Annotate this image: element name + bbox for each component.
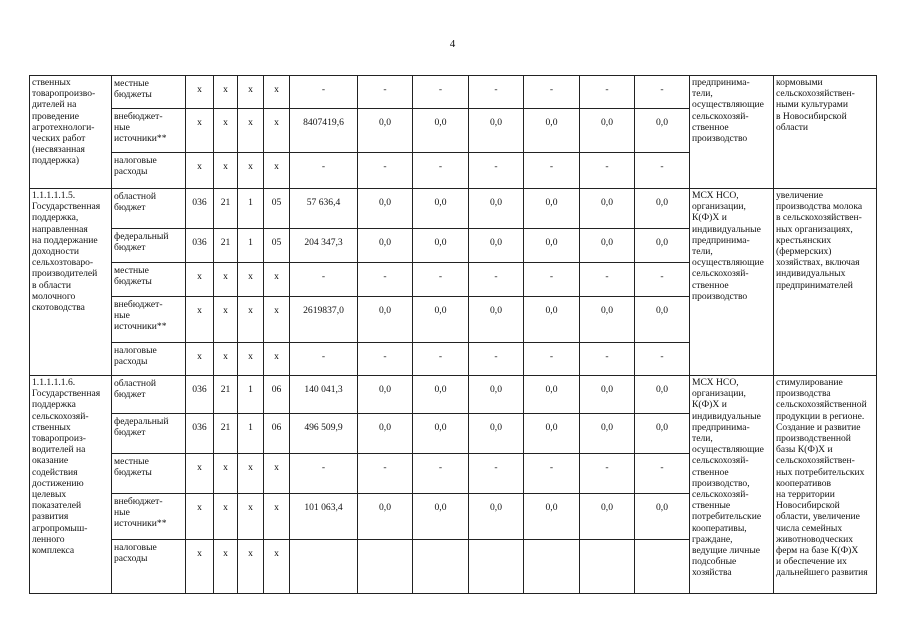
csr-cell: 05 — [264, 189, 290, 229]
y4-cell: 0,0 — [524, 376, 580, 414]
y4-cell: - — [524, 454, 580, 494]
table-row — [30, 376, 877, 414]
y3-cell — [469, 540, 524, 594]
grbs-cell: x — [186, 263, 214, 297]
y4-cell: - — [524, 76, 580, 109]
source-cell: внебюджет- ные источники** — [112, 297, 186, 343]
y3-cell: 0,0 — [469, 109, 524, 153]
y4-cell: 0,0 — [524, 229, 580, 263]
csr-cell: 06 — [264, 414, 290, 454]
pr-cell: x — [238, 454, 264, 494]
source-cell: внебюджет- ные источники** — [112, 109, 186, 153]
y5-cell: - — [580, 454, 635, 494]
source-cell: налоговые расходы — [112, 153, 186, 189]
y3-cell: 0,0 — [469, 229, 524, 263]
y5-cell: - — [580, 263, 635, 297]
page-number: 4 — [449, 38, 456, 50]
y4-cell: - — [524, 343, 580, 376]
pr-cell: 1 — [238, 414, 264, 454]
y3-cell: 0,0 — [469, 189, 524, 229]
rz-cell: x — [214, 76, 238, 109]
y5-cell: 0,0 — [580, 376, 635, 414]
y5-cell: 0,0 — [580, 494, 635, 540]
y1-cell: 0,0 — [358, 494, 413, 540]
rz-cell: x — [214, 153, 238, 189]
y6-cell: 0,0 — [635, 376, 690, 414]
y1-cell: 0,0 — [358, 189, 413, 229]
y2-cell: 0,0 — [413, 229, 469, 263]
rz-cell: 21 — [214, 189, 238, 229]
source-cell: местные бюджеты — [112, 263, 186, 297]
csr-cell: x — [264, 153, 290, 189]
total-cell: 140 041,3 — [290, 376, 358, 414]
grbs-cell: x — [186, 76, 214, 109]
csr-cell: x — [264, 343, 290, 376]
rz-cell: 21 — [214, 414, 238, 454]
y1-cell: 0,0 — [358, 414, 413, 454]
y3-cell: 0,0 — [469, 376, 524, 414]
event-cell: 1.1.1.1.1.6. Государственная поддержка сельскохозяй- ственных товаропроиз- водителей на оказание содействия достижению целевых показателей развития агропромыш- ленного комплекса — [30, 376, 112, 594]
grbs-cell: 036 — [186, 414, 214, 454]
total-cell — [290, 540, 358, 594]
pr-cell: 1 — [238, 189, 264, 229]
csr-cell: x — [264, 454, 290, 494]
total-cell: - — [290, 343, 358, 376]
y6-cell: - — [635, 153, 690, 189]
pr-cell: x — [238, 343, 264, 376]
csr-cell: x — [264, 263, 290, 297]
y4-cell: 0,0 — [524, 494, 580, 540]
y5-cell: 0,0 — [580, 229, 635, 263]
y6-cell: - — [635, 343, 690, 376]
y5-cell: 0,0 — [580, 414, 635, 454]
y2-cell: 0,0 — [413, 189, 469, 229]
y1-cell: - — [358, 454, 413, 494]
y3-cell: 0,0 — [469, 494, 524, 540]
total-cell: 57 636,4 — [290, 189, 358, 229]
total-cell: - — [290, 76, 358, 109]
executor-cell: МСХ НСО, организации, К(Ф)Х и индивидуальные предпринима- тели, осуществляющие сельскохозяй- ственное производство — [690, 189, 774, 376]
y4-cell: - — [524, 263, 580, 297]
table-row — [30, 76, 877, 109]
total-cell: 2619837,0 — [290, 297, 358, 343]
grbs-cell: x — [186, 153, 214, 189]
source-cell: налоговые расходы — [112, 540, 186, 594]
y4-cell: 0,0 — [524, 297, 580, 343]
y5-cell: 0,0 — [580, 109, 635, 153]
total-cell: 101 063,4 — [290, 494, 358, 540]
y6-cell: 0,0 — [635, 109, 690, 153]
total-cell: - — [290, 263, 358, 297]
y2-cell: 0,0 — [413, 376, 469, 414]
pr-cell: 1 — [238, 376, 264, 414]
y2-cell: 0,0 — [413, 494, 469, 540]
y1-cell: - — [358, 76, 413, 109]
y6-cell: 0,0 — [635, 189, 690, 229]
y6-cell: 0,0 — [635, 229, 690, 263]
grbs-cell: x — [186, 454, 214, 494]
pr-cell: x — [238, 540, 264, 594]
y1-cell — [358, 540, 413, 594]
csr-cell: 06 — [264, 376, 290, 414]
y5-cell: 0,0 — [580, 297, 635, 343]
source-cell: областной бюджет — [112, 189, 186, 229]
y1-cell: 0,0 — [358, 109, 413, 153]
y6-cell: - — [635, 454, 690, 494]
pr-cell: x — [238, 494, 264, 540]
y2-cell: - — [413, 263, 469, 297]
source-cell: местные бюджеты — [112, 76, 186, 109]
rz-cell: x — [214, 540, 238, 594]
y4-cell — [524, 540, 580, 594]
y6-cell: 0,0 — [635, 414, 690, 454]
result-cell: кормовыми сельскохозяйствен- ными культурами в Новосибирской области — [774, 76, 877, 189]
y4-cell: 0,0 — [524, 189, 580, 229]
rz-cell: x — [214, 263, 238, 297]
y3-cell: 0,0 — [469, 414, 524, 454]
table-row — [30, 189, 877, 229]
pr-cell: x — [238, 297, 264, 343]
budget-table — [29, 75, 877, 594]
executor-cell: МСХ НСО, организации, К(Ф)Х и индивидуальные предпринима- тели, осуществляющие сельскохозяй- ственное производство, сельскохозяй- ственные потребительские кооперативы, граждане, ведущие личные подсобные хозяйства — [690, 376, 774, 594]
rz-cell: 21 — [214, 229, 238, 263]
pr-cell: x — [238, 109, 264, 153]
total-cell: - — [290, 153, 358, 189]
y6-cell: - — [635, 263, 690, 297]
rz-cell: x — [214, 109, 238, 153]
y1-cell: - — [358, 343, 413, 376]
event-cell: 1.1.1.1.1.5. Государственная поддержка, направленная на поддержание доходности сельхозтоваро- производителей в области молочного скотоводства — [30, 189, 112, 376]
rz-cell: 21 — [214, 376, 238, 414]
grbs-cell: 036 — [186, 229, 214, 263]
y6-cell: 0,0 — [635, 297, 690, 343]
total-cell: 204 347,3 — [290, 229, 358, 263]
y2-cell — [413, 540, 469, 594]
event-cell: ственных товаропроизво- дителей на проведение агротехнологи- ческих работ (несвязанная поддержка) — [30, 76, 112, 189]
pr-cell: 1 — [238, 229, 264, 263]
csr-cell: 05 — [264, 229, 290, 263]
y4-cell: 0,0 — [524, 414, 580, 454]
result-cell: увеличение производства молока в сельскохозяйствен- ных организациях, крестьянских (фермерских) хозяйствах, включая индивидуальных предпринимателей — [774, 189, 877, 376]
grbs-cell: x — [186, 494, 214, 540]
result-cell: стимулирование производства сельскохозяйственной продукции в регионе. Создание и развитие производственной базы К(Ф)Х и сельскохозяйствен- ных потребительских кооперативов на территории Новосибирской области, увеличение числа семейных животноводческих ферм на базе К(Ф)Х и обеспечение их дальнейшего развития — [774, 376, 877, 594]
csr-cell: x — [264, 540, 290, 594]
executor-cell: предпринима- тели, осуществляющие сельскохозяй- ственное производство — [690, 76, 774, 189]
source-cell: налоговые расходы — [112, 343, 186, 376]
grbs-cell: x — [186, 343, 214, 376]
y1-cell: 0,0 — [358, 376, 413, 414]
source-cell: федеральный бюджет — [112, 414, 186, 454]
y1-cell: - — [358, 263, 413, 297]
y6-cell: - — [635, 76, 690, 109]
total-cell: - — [290, 454, 358, 494]
pr-cell: x — [238, 153, 264, 189]
y6-cell: 0,0 — [635, 494, 690, 540]
y3-cell: 0,0 — [469, 297, 524, 343]
y3-cell: - — [469, 343, 524, 376]
csr-cell: x — [264, 76, 290, 109]
grbs-cell: 036 — [186, 376, 214, 414]
source-cell: внебюджет- ные источники** — [112, 494, 186, 540]
total-cell: 8407419,6 — [290, 109, 358, 153]
grbs-cell: x — [186, 297, 214, 343]
y3-cell: - — [469, 454, 524, 494]
y6-cell — [635, 540, 690, 594]
y1-cell: 0,0 — [358, 297, 413, 343]
source-cell: областной бюджет — [112, 376, 186, 414]
rz-cell: x — [214, 343, 238, 376]
y5-cell: - — [580, 343, 635, 376]
grbs-cell: x — [186, 540, 214, 594]
y5-cell: 0,0 — [580, 189, 635, 229]
grbs-cell: x — [186, 109, 214, 153]
csr-cell: x — [264, 109, 290, 153]
y3-cell: - — [469, 76, 524, 109]
y2-cell: - — [413, 454, 469, 494]
total-cell: 496 509,9 — [290, 414, 358, 454]
y5-cell: - — [580, 153, 635, 189]
y1-cell: - — [358, 153, 413, 189]
y3-cell: - — [469, 153, 524, 189]
pr-cell: x — [238, 76, 264, 109]
y3-cell: - — [469, 263, 524, 297]
csr-cell: x — [264, 494, 290, 540]
y4-cell: - — [524, 153, 580, 189]
source-cell: федеральный бюджет — [112, 229, 186, 263]
y2-cell: - — [413, 343, 469, 376]
rz-cell: x — [214, 297, 238, 343]
y2-cell: - — [413, 153, 469, 189]
y2-cell: 0,0 — [413, 109, 469, 153]
grbs-cell: 036 — [186, 189, 214, 229]
y2-cell: 0,0 — [413, 414, 469, 454]
rz-cell: x — [214, 494, 238, 540]
y1-cell: 0,0 — [358, 229, 413, 263]
y2-cell: 0,0 — [413, 297, 469, 343]
pr-cell: x — [238, 263, 264, 297]
rz-cell: x — [214, 454, 238, 494]
y2-cell: - — [413, 76, 469, 109]
y4-cell: 0,0 — [524, 109, 580, 153]
csr-cell: x — [264, 297, 290, 343]
y5-cell — [580, 540, 635, 594]
source-cell: местные бюджеты — [112, 454, 186, 494]
y5-cell: - — [580, 76, 635, 109]
